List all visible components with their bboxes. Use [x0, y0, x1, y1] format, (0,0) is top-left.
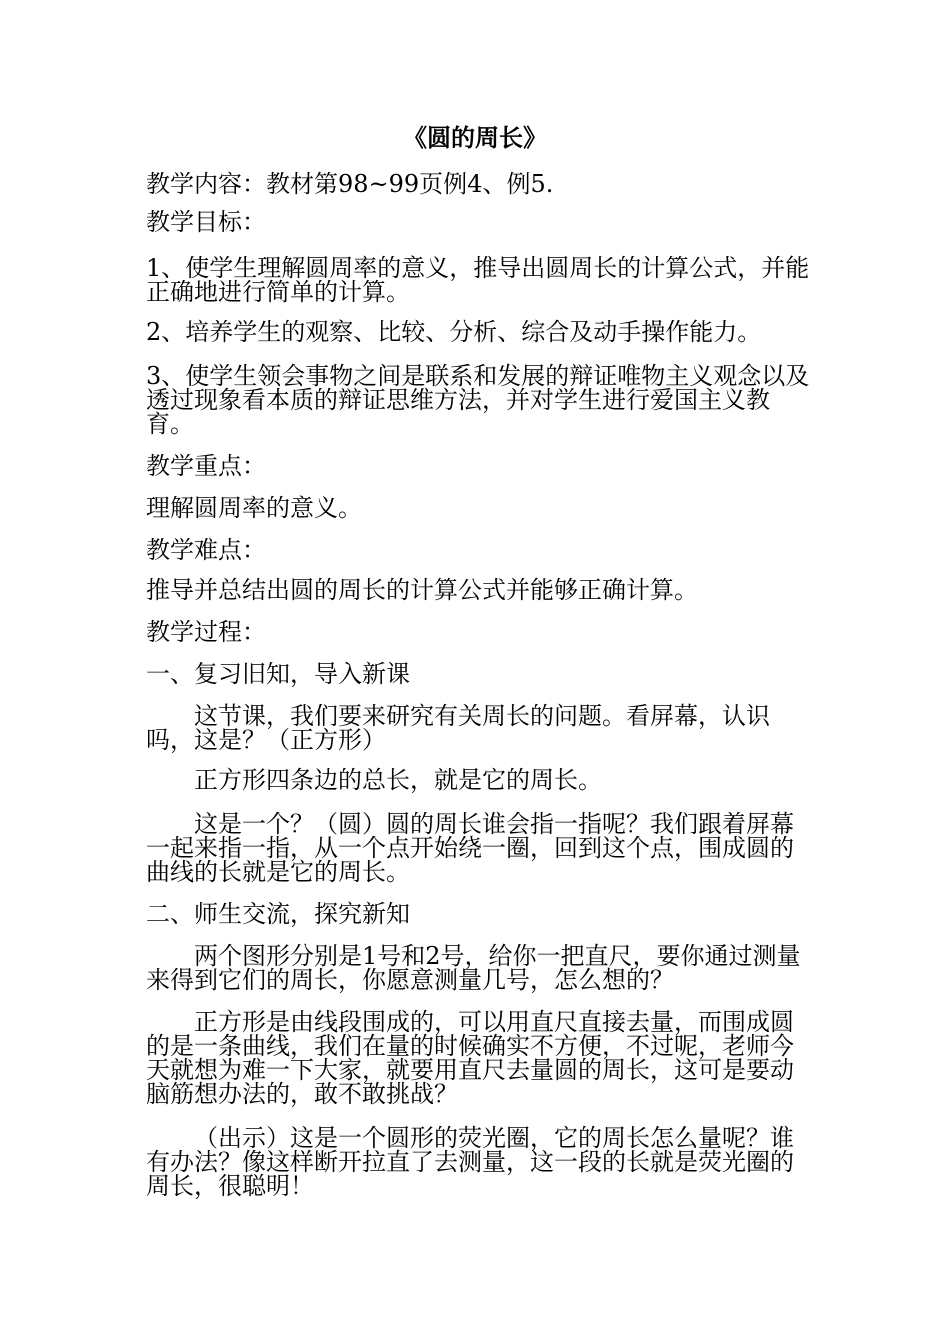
section-2-heading: 二、师生交流，探究新知: [146, 900, 410, 928]
section-1-paragraph-2: 正方形四条边的总长，就是它的周长。: [194, 766, 602, 794]
section-2-paragraph-1: 两个图形分别是1号和2号，给你一把直尺，要你通过测量来得到它们的周长，你愿意测量几号，怎么想的？: [146, 942, 801, 994]
section-1-paragraph-1: 这节课，我们要来研究有关周长的问题。看屏幕，认识吗，这是？（正方形）: [146, 702, 770, 754]
key-points-text: 理解圆周率的意义。: [146, 494, 362, 522]
section-2-paragraph-3: （出示）这是一个圆形的荧光圈，它的周长怎么量呢？谁有办法？像这样断开拉直了去测量，这一段的长就是荧光圈的周长，很聪明！: [146, 1124, 794, 1200]
section-2-paragraph-2: 正方形是由线段围成的，可以用直尺直接去量，而围成圆的是一条曲线，我们在量的时候确实不方便，不过呢，老师今天就想为难一下大家，就要用直尺去量圆的周长，这可是要动脑筋想办法的，敢不敢挑战？: [146, 1008, 794, 1108]
key-points-heading: 教学重点：: [146, 452, 266, 480]
teaching-goals-heading: 教学目标：: [146, 208, 266, 236]
section-1-paragraph-3: 这是一个？（圆）圆的周长谁会指一指呢？我们跟着屏幕一起来指一指，从一个点开始绕一圈，回到这个点，围成圆的曲线的长就是它的周长。: [146, 810, 794, 886]
process-heading: 教学过程：: [146, 618, 266, 646]
goal-1-paragraph: 1、使学生理解圆周率的意义，推导出圆周长的计算公式，并能正确地进行简单的计算。: [146, 254, 810, 306]
document-title: 《圆的周长》: [403, 123, 547, 152]
teaching-content-line: 教学内容：教材第98~99页例4、例5.: [146, 170, 554, 198]
difficulties-heading: 教学难点：: [146, 536, 266, 564]
difficulties-text: 推导并总结出圆的周长的计算公式并能够正确计算。: [146, 576, 698, 604]
goal-3-paragraph: 3、使学生领会事物之间是联系和发展的辩证唯物主义观念以及透过现象看本质的辩证思维方法，并对学生进行爱国主义教育。: [146, 362, 810, 438]
goal-2-paragraph: 2、培养学生的观察、比较、分析、综合及动手操作能力。: [146, 318, 762, 346]
section-1-heading: 一、复习旧知，导入新课: [146, 660, 410, 688]
